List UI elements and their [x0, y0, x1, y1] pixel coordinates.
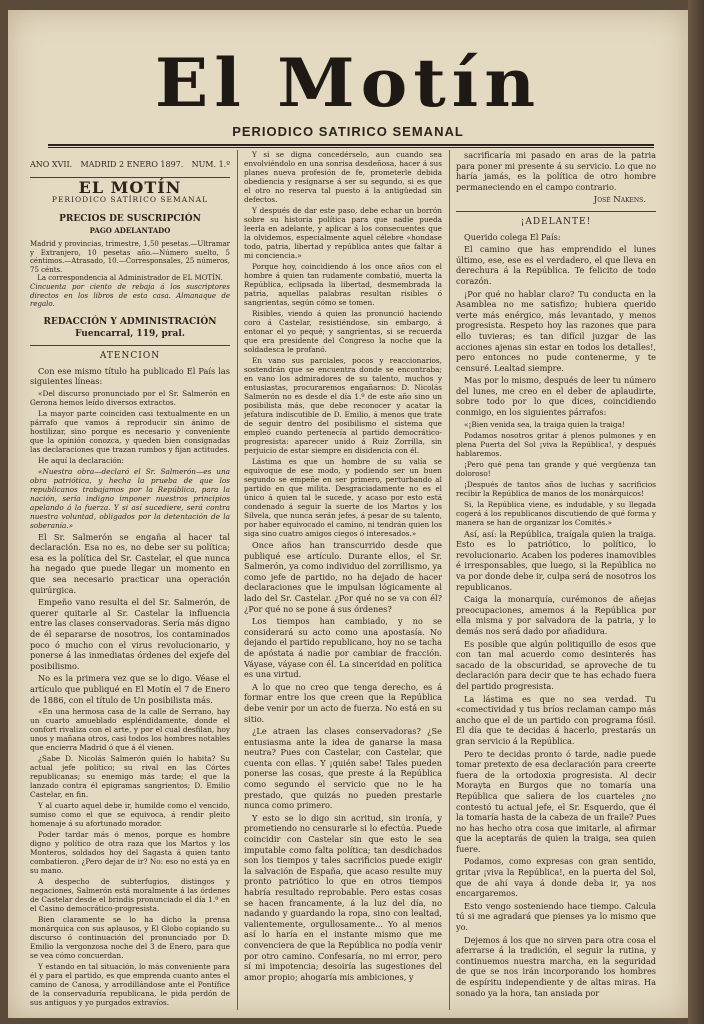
article-paragraph: Es posible que algún politiquillo de esos que con tan mal acuerdo como desinterés has sacado de la obscuridad, se aproveche de tu declaración para decir que te has echado fuera del partido progresista. [456, 638, 656, 691]
article-paragraph: Poder tardar más ó menos, porque es hombre digno y político de otra raza que los Martos y los Monteros, soldados hoy del Sagasta á quien tanto combatieron. ¿Pero dejar de ir? No: eso no está ya en su mano. [30, 830, 230, 876]
article-paragraph: ¡Después de tantos años de luchas y sacrificios recibir la República de manos de los monárquicos! [456, 479, 656, 498]
article-paragraph: ¿Sabe D. Nicolás Salmerón quién lo habita? Su actual jefe político; su rival en las Córtes republicanas; su enemigo más tarde; el que la lanzado contra él epigramas sangrientos; D. Emilio Castelar, en fin. [30, 754, 230, 800]
article-paragraph: El camino que has emprendido el lunes último, ese, ese es el verdadero, el que lleva en derechura á la República. Te felicito de todo corazón. [456, 244, 656, 286]
masthead-subtitle: PERIODICO SATIRICO SEMANAL [232, 124, 464, 139]
column-1 [30, 160, 230, 1010]
article-paragraph: ¡Por qué no hablar claro? Tu conducta en la Asamblea no me satisfizo; hubiera querido verte más enérgico, más levantado, y menos progresista. Respeto hoy las razones que para ello tuvieras; es tan difícil juzgar de las acciones ajenas sin estar en todos los detalles!, pero entonces no pude contenerme, y te censuré. Lealtad siempre. [456, 288, 656, 373]
article-heading: ATENCION [99, 350, 161, 361]
article-paragraph: Once años han transcurrido desde que publiqué ese artículo. Durante ellos, el Sr. Salmerón, ya como individuo del zorrillismo, ya como jefe de partido, no ha dejado de hacer declaraciones que le impulsan lógicamente al lado del Sr. Castelar. ¿Por qué no se va con él? ¿Por qué no se pone á sus órdenes? [244, 540, 442, 614]
article-paragraph: «¡Bien venida sea, la traiga quien la traiga! [464, 419, 625, 429]
article-paragraph: La mayor parte coinciden casi textualmente en un párrafo que vamos á reproducir sin ánimo de hostilizar, sino porque es necesario y conveniente que la opinión conozca, y queden bien consignadas las declaraciones que trazan rumbos y fijan actitudes. [30, 408, 230, 454]
article-paragraph: Risibles, viendo á quien las pronunció haciendo coro á Castelar, resistiéndose, sin embargo, á entonar el yo pequé; y sangrientas, si se recuerda que era presidente del Congreso la noche que la soldadesca le profanó. [244, 309, 442, 354]
box-title: EL MOTÍN [78, 177, 182, 197]
header-rule [48, 144, 654, 146]
prices-heading: PRECIOS DE SUSCRIPCIÓN [59, 213, 201, 224]
box-subtitle: PERIODICO SATÍRICO SEMANAL [51, 195, 209, 205]
article-paragraph: Con ese mismo título ha publicado El País las siguientes líneas: [30, 365, 230, 387]
article-paragraph: No es la primera vez que se lo digo. Véase el artículo que publiqué en El Motín el 7 de Enero de 1886, con el título de Un posibilista más. [30, 673, 230, 705]
article-paragraph: «En una hermosa casa de la calle de Serrano, hay un cuarto amueblado espléndidamente, donde el confort rivaliza con el arte, y por el cual desfilan, hoy unos y mañana otros, casi todos los hombres notables que encierra Madrid ó que á él vienen. [30, 707, 230, 753]
redaction-address: Fuencarral, 119, pral. [75, 329, 185, 340]
article-paragraph: Dejemos á los que no sirven para otra cosa el aferrarse á la tradición, el seguir la rutina, y continuemos nuestra marcha, en la seguridad de que se nos irán incorporando los hombres de espíritu independiente y de altas miras. Ha sonado ya la hora, tan ansiada por [456, 934, 656, 998]
article-paragraph: He aquí la declaración: [38, 455, 124, 465]
article-paragraph: Los tiempos han cambiado, y no se considerará su acto como una apostasía. No dejando el partido republicano, hoy no se tacha de apóstata á nadie por cambiar de fracción. Váyase, váyase con él. La sinceridad en política es una virtud. [244, 616, 442, 680]
article-paragraph: Querido colega El País: [464, 231, 561, 242]
article-paragraph: A lo que no creo que tenga derecho, es á formar entre los que creen que la República debe venir por un acto de fuerza. No está en su sitio. [244, 681, 442, 724]
issue-info [30, 160, 230, 171]
article-paragraph: Y estando en tal situación, lo más conveniente para él y para el partido, es que emprenda cuanto antes el camino de Canosa, y arrodillándose ante el Pontífice de la conservaduría republicana, le pida perdón de sus antiguos y yo purgados extravíos. [30, 962, 230, 1008]
article-paragraph: Lástima es que un hombre de su valía se equivoque de ese modo, y podiendo ser un buen segundo se empeñe en ser primero, perturbando al partido en que milita. Desgraciadamente no es el único á quien tal le sucede, y acaso por esto está condenado á seguir la suerte de los Martos y los Silvela, que nunca serán jefes, á pesar de su talento, por haber equivocado el camino, ni tendrán quien los siga sino cuatro amigos ciegos ó interesados.» [244, 457, 442, 538]
redaction-heading: REDACCIÓN Y ADMINISTRACIÓN [43, 316, 217, 327]
discount-note: Cincuenta por ciento de rebaja á los suscriptores directos en los libros de esta casa. Almanaque de regalo. [30, 282, 230, 309]
header-rule-thin [48, 147, 654, 148]
prices-text: Madrid y provincias, trimestre, 1,50 pesetas.—Ultramar y Extranjero, 10 pesetas año.—Número suelto, 5 céntimos.—Atrasado, 10.—Corresponsales, 25 números, 75 cénts. [30, 239, 230, 274]
article-paragraph: Y después de dar este paso, debe echar un borrón sobre su historia política para que nadie pueda leerla en adelante, y aplicar á los consecuentes que la olvidemos, especialmente aquel célebre «hondase todo, patria, libertad y república antes que faltar á mi conciencia.» [244, 206, 442, 260]
article-paragraph: Podamos, como expresas con gran sentido, gritar ¡viva la República!, en la puerta del Sol, que de ahí vaya á donde deba ir, ya nos encargaremos. [456, 856, 656, 899]
article-paragraph: Empeño vano resulta el del Sr. Salmerón, de querer quitarle al Sr. Castelar la influencia entre las clases conservadoras. Sería más digno de él separarse de nosotros, los contaminados poco ó mucho con el virus revolucionario, y ponerse á las inmediatas órdenes del exjefe del posibilismo. [30, 597, 230, 671]
article-paragraph: A despecho de subterfugios, distingos y negaciones, Salmerón está moralmente á las órdenes de Castelar desde el brindis pronunciado el día 1.º en el Casino democrático-progresista. [30, 877, 230, 914]
issue-year: AÑO XVII. [30, 160, 73, 169]
column-separator [449, 150, 450, 1010]
article-paragraph: Y esto se lo digo sin acritud, sin ironía, y prometiendo no censurarle si lo efectúa. Puede coincidir con Castelar sin que esto le sea imputable como falta política; tan desdichados son los tiempos y tales sacrificios puede exigir la salvación de España, que acaso resulte muy pronto patriótico lo que en otros tiempos habría resultado reprobable. Pero estas cosas se hacen francamente, á la luz del día, no nadando y guardando la ropa, sino con lealtad, valientemente, orgullosamente... Yo al menos así lo haría en el instante mismo que me convenciera de que la República no podía venir por otro camino. Confesaría, no mi error, pero sí mi impotencia; desoiría las sugestiones del amor propio; ahogaría mis ambiciones, y [244, 812, 442, 982]
prices-payment: PAGO ADELANTADO [89, 226, 171, 236]
column-separator [237, 150, 238, 1010]
article-paragraph: Esto vengo sosteniendo hace tiempo. Calcula tú si me agradará que pienses ya lo mismo que yo. [456, 900, 656, 933]
article-paragraph: «Del discurso pronunciado por el Sr. Salmerón en Gerona hemos leído diversos extractos. [30, 388, 230, 407]
issue-number: NÚM. 1.º [191, 160, 230, 169]
article-paragraph: Y si se digna concedérselo, aun cuando sea envolviéndolo en una sonrisa desdeñosa, hacer á sus planes nueva profesión de fe, prometerle debida obediencia y resignarse á ser su segundo, si es que el otro no reserva tal puesto á la antigüedad sin defectos. [244, 150, 442, 204]
article-heading: ¡ADELANTE! [520, 216, 592, 227]
author-signature: José Nakens. [593, 195, 646, 206]
article-paragraph: Así, así: la República, traígala quien la traiga. Esto es lo patriótico, lo político, lo revolucionario. Acaben los poderes inamovibles é irresponsables, que luego, si la República no va por donde debe ir, culpa será de nosotros los republicanos. [456, 528, 656, 592]
article-paragraph: La lástima es que no sea verdad. Tu «comectividad y tus bríos reclaman campo más ancho que el de un partido con programa fósil. El día que te decidas á hacerlo, prestarás un gran servicio á la República. [456, 693, 656, 746]
masthead-title: El Motín [154, 43, 542, 122]
article-paragraph: Si, la República viene, es indudable, y su llegada cogerá á los republicanos discutiendo de qué forma y manera se han de organizar los Comités.» [456, 499, 656, 527]
article-paragraph: En vano sus parciales, pocos y reaccionarios, sostendrán que se encuentra donde se encontraba; en vano los admiradores de su talento, muchos y entusiastas, procuraremos engañarnos: D. Nicolás Salmerón no es desde el día 1.º de este año sino un posibilista más, que debe reconocer y acatar la jefatura indiscutible de D. Emilio, á menos que trate de seguir dentro del posibilismo el sistema que empleó cuando pertenecía al partido democrático-progresista: aparecer unido á Ruiz Zorrilla, sin perjuicio de estar siempre en disidencia con él. [244, 356, 442, 455]
article-paragraph: Porque hoy, coincidiendo á los once años con el hombre á quien tan rudamente combatió, muerta la República, eclipsada la libertad, desmembrada la patria, aquellas palabras resultan risibles ó sangrientas, según cómo se tomen. [244, 262, 442, 307]
correspondence-note: La correspondencia al Administrador de EL MOTÍN. [37, 274, 223, 283]
article-paragraph: Caiga la monarquía, curémonos de añejas preocupaciones, amemos á la República por ella misma y por salvadora de la patria, y lo demás nos será dado por añadidura. [456, 594, 656, 636]
binding-spine [688, 0, 704, 1024]
article-paragraph: sacrificaría mi pasado en aras de la patria para poner mi presente á su servicio. Lo que no haría jamás, es la política de otro hombre permaneciendo en el campo contrario. [456, 150, 656, 192]
article-paragraph: Bien claramente se lo ha dicho la prensa monárquica con sus aplausos, y El Globo copiando su discurso ó continuación del pronunciado por D. Emilio la vergonzosa noche del 3 de Enero, para que se vea cómo concuerdan. [30, 915, 230, 961]
article-paragraph: «Nuestra obra—declaró el Sr. Salmerón—es una obra patriótica, y hecha la prueba de que los republicanos trabajamos por la República, para la nación, sería indigno imponer nuestros principios apelando á la fuerza. Y si así sucediere, será contra nuestra voluntad, obligados por la detentación de la soberanía.» [30, 466, 230, 530]
article-paragraph: Mas por lo mismo, después de leer tu número del lunes, me creo en el deber de aplaudirte, sobre todo por lo que dices, coincidiendo conmigo, en los siguientes párrafos: [456, 375, 656, 418]
article-paragraph: ¡Pero qué pena tan grande y qué vergüenza tan doloroso! [456, 459, 656, 478]
article-paragraph: ¿Le atraen las clases conservadoras? ¿Se entusiasma ante la idea de ganarse la masa neutra? Pues con Castelar, con Castelar, que cuenta con ellas. Y ¡quién sabe! Tales pueden ponerse las cosas, que preste á la República como segundo el servicio que no le ha prestado, que quizás no pueden prestarle nunca como primero. [244, 726, 442, 811]
article-paragraph: Y al cuarto aquel debe ir, humilde como el vencido, sumiso como el que se equivoca, á rendir pleito homenaje á su afortunado morador. [30, 801, 230, 829]
newspaper-page [8, 10, 688, 1018]
article-paragraph: El Sr. Salmerón se engaña al hacer tal declaración. Esa no es, no debe ser su política; esa es la política del Sr. Castelar, el que nunca ha negado que puede llegar un momento en que sea necesario practicar una operación quirúrgica. [30, 531, 230, 595]
article-paragraph: Podamos nosotros gritar á plenos pulmones y en plena Puerta del Sol ¡viva la República!, y después hablaremos. [456, 430, 656, 458]
divider [30, 345, 230, 346]
column-2 [244, 150, 442, 1010]
column-3 [456, 150, 656, 1010]
article-paragraph: Pero te decidas pronto ó tarde, nadie puede tomar pretexto de esa declaración para creerte fuera de la ortodoxia progresista. Al decir Morayta en Burgos que no tomaría una República que saliera de los cuarteles ¿no contestó tu actual jefe, el Sr. Esquerdo, que él la tomaría hasta de la cabeza de un fraile? Pues no has hecho otra cosa que imitarle, al afirmar que la aceptarás de quien la traiga, sea quien fuere. [456, 748, 656, 854]
issue-date: MADRID 2 ENERO 1897. [80, 160, 184, 169]
divider [456, 211, 656, 212]
